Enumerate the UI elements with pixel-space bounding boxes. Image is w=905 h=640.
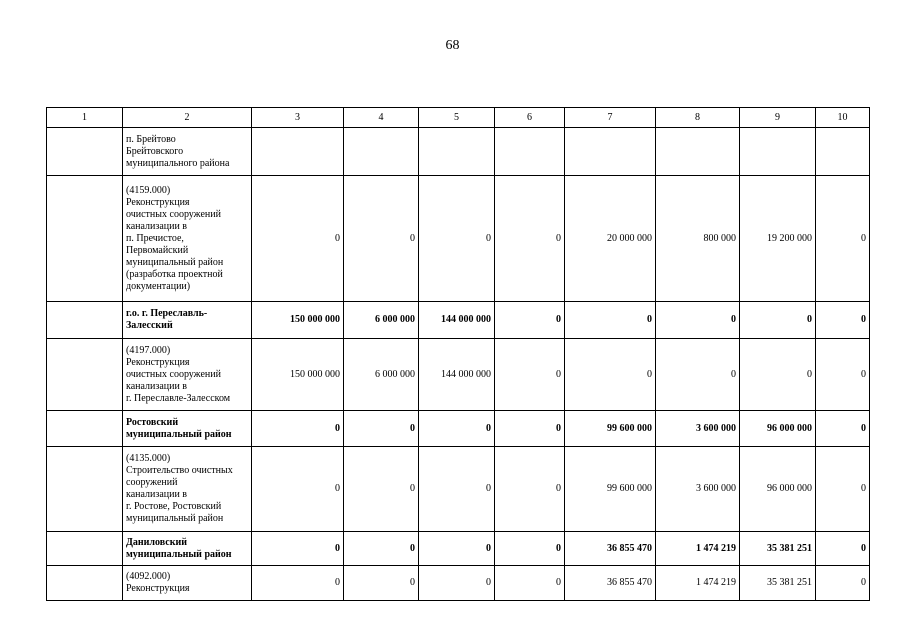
header-cell-2: 2: [123, 108, 252, 128]
value-cell-col-9: 96 000 000: [740, 447, 816, 532]
value-cell-col-7: 36 855 470: [565, 566, 656, 601]
description-line: очистных сооружений: [126, 368, 221, 380]
table-header-row: [47, 108, 870, 128]
description-line: г.о. г. Переславль-: [126, 308, 208, 319]
row-number-cell: [47, 176, 123, 302]
description-line: Реконструкция: [126, 356, 190, 368]
description-cell: [123, 411, 252, 447]
value-cell-col-8: 3 600 000: [656, 411, 740, 447]
row-number-cell: [47, 566, 123, 601]
value-cell-col-4: 0: [344, 411, 419, 447]
value-cell-col-4: 0: [344, 566, 419, 601]
value-cell-col-9: 35 381 251: [740, 532, 816, 566]
value-cell-col-7: 99 600 000: [565, 411, 656, 447]
value-cell-col-8: 800 000: [656, 176, 740, 302]
description-line: Ростовский: [126, 416, 179, 428]
value-cell-col-8: 0: [656, 339, 740, 411]
page-number: 68: [445, 38, 460, 53]
value-cell-col-4: 0: [344, 447, 419, 532]
table-row: [47, 566, 870, 601]
value-cell-col-6: 0: [495, 447, 565, 532]
description-line: муниципальный район: [126, 256, 224, 268]
header-cell-4: 4: [344, 108, 419, 128]
value-cell-col-5: 0: [419, 532, 495, 566]
value-cell-col-6: 0: [495, 411, 565, 447]
description-cell: [123, 176, 252, 302]
description-line: п. Пречистое,: [126, 232, 184, 244]
description-line: муниципальный район: [126, 513, 224, 524]
value-cell-col-4: 0: [344, 532, 419, 566]
value-cell-col-6: [495, 128, 565, 176]
budget-table: [46, 107, 870, 601]
value-cell-col-4: [344, 128, 419, 176]
value-cell-col-10: 0: [816, 339, 870, 411]
value-cell-col-4: 0: [344, 176, 419, 302]
value-cell-col-9: 0: [740, 339, 816, 411]
value-cell-col-6: 0: [495, 566, 565, 601]
description-line: (4092.000): [126, 571, 171, 582]
description-line: Реконструкция: [126, 196, 190, 208]
value-cell-col-8: 0: [656, 302, 740, 339]
description-line: сооружений: [126, 477, 178, 488]
value-cell-col-5: [419, 128, 495, 176]
description-line: Строительство очистных: [126, 465, 233, 476]
value-cell-col-3: 150 000 000: [252, 339, 344, 411]
value-cell-col-10: 0: [816, 447, 870, 532]
value-cell-col-7: 20 000 000: [565, 176, 656, 302]
value-cell-col-10: 0: [816, 411, 870, 447]
value-cell-col-5: 0: [419, 447, 495, 532]
value-cell-col-5: 144 000 000: [419, 339, 495, 411]
table-row: [47, 532, 870, 566]
table-body: [47, 108, 870, 601]
value-cell-col-3: 0: [252, 532, 344, 566]
value-cell-col-3: 0: [252, 566, 344, 601]
value-cell-col-7: 0: [565, 302, 656, 339]
row-number-cell: [47, 128, 123, 176]
description-line: г. Ростове, Ростовский: [126, 501, 222, 512]
value-cell-col-9: 96 000 000: [740, 411, 816, 447]
value-cell-col-3: 0: [252, 447, 344, 532]
table-row: [47, 176, 870, 302]
value-cell-col-5: 144 000 000: [419, 302, 495, 339]
description-line: канализации в: [126, 220, 188, 232]
description-line: г. Переславле-Залесском: [126, 392, 231, 404]
description-cell: [123, 128, 252, 176]
value-cell-col-7: 36 855 470: [565, 532, 656, 566]
value-cell-col-9: 19 200 000: [740, 176, 816, 302]
row-number-cell: [47, 447, 123, 532]
value-cell-col-10: 0: [816, 176, 870, 302]
value-cell-col-8: 1 474 219: [656, 532, 740, 566]
value-cell-col-9: [740, 128, 816, 176]
value-cell-col-4: 6 000 000: [344, 302, 419, 339]
value-cell-col-10: 0: [816, 532, 870, 566]
value-cell-col-3: [252, 128, 344, 176]
description-line: (4159.000): [126, 184, 171, 196]
description-cell: [123, 566, 252, 601]
header-cell-6: 6: [495, 108, 565, 128]
description-line: муниципального района: [126, 157, 230, 169]
value-cell-col-7: [565, 128, 656, 176]
value-cell-col-5: 0: [419, 411, 495, 447]
header-cell-3: 3: [252, 108, 344, 128]
description-cell: [123, 447, 252, 532]
description-cell: [123, 302, 252, 339]
value-cell-col-8: [656, 128, 740, 176]
value-cell-col-4: 6 000 000: [344, 339, 419, 411]
value-cell-col-3: 0: [252, 411, 344, 447]
value-cell-col-10: [816, 128, 870, 176]
value-cell-col-5: 0: [419, 566, 495, 601]
value-cell-col-9: 35 381 251: [740, 566, 816, 601]
value-cell-col-6: 0: [495, 532, 565, 566]
description-line: канализации в: [126, 489, 188, 500]
row-number-cell: [47, 339, 123, 411]
header-cell-1: 1: [47, 108, 123, 128]
table-row: [47, 447, 870, 532]
value-cell-col-6: 0: [495, 302, 565, 339]
description-line: (4135.000): [126, 453, 171, 464]
description-cell: [123, 532, 252, 566]
value-cell-col-3: 150 000 000: [252, 302, 344, 339]
value-cell-col-9: 0: [740, 302, 816, 339]
table-row: [47, 411, 870, 447]
value-cell-col-10: 0: [816, 302, 870, 339]
description-line: Первомайский: [126, 244, 189, 256]
row-number-cell: [47, 302, 123, 339]
value-cell-col-3: 0: [252, 176, 344, 302]
header-cell-9: 9: [740, 108, 816, 128]
description-line: Брейтовского: [126, 145, 184, 157]
header-cell-10: 10: [816, 108, 870, 128]
description-line: муниципальный район: [126, 428, 232, 440]
description-line: очистных сооружений: [126, 208, 221, 220]
value-cell-col-5: 0: [419, 176, 495, 302]
value-cell-col-8: 3 600 000: [656, 447, 740, 532]
table-row: [47, 302, 870, 339]
row-number-cell: [47, 532, 123, 566]
description-line: (4197.000): [126, 344, 171, 356]
description-line: Даниловский: [126, 536, 188, 548]
description-line: Реконструкция: [126, 583, 190, 594]
description-cell: [123, 339, 252, 411]
value-cell-col-7: 0: [565, 339, 656, 411]
header-cell-7: 7: [565, 108, 656, 128]
table-row: [47, 128, 870, 176]
description-line: (разработка проектной: [126, 268, 223, 280]
description-line: п. Брейтово: [126, 133, 176, 145]
row-number-cell: [47, 411, 123, 447]
header-cell-5: 5: [419, 108, 495, 128]
value-cell-col-8: 1 474 219: [656, 566, 740, 601]
value-cell-col-7: 99 600 000: [565, 447, 656, 532]
description-line: канализации в: [126, 380, 188, 392]
header-cell-8: 8: [656, 108, 740, 128]
description-line: Залесский: [126, 320, 173, 331]
value-cell-col-6: 0: [495, 339, 565, 411]
table-row: [47, 339, 870, 411]
value-cell-col-10: 0: [816, 566, 870, 601]
description-line: муниципальный район: [126, 548, 232, 560]
value-cell-col-6: 0: [495, 176, 565, 302]
description-line: документации): [126, 280, 191, 292]
